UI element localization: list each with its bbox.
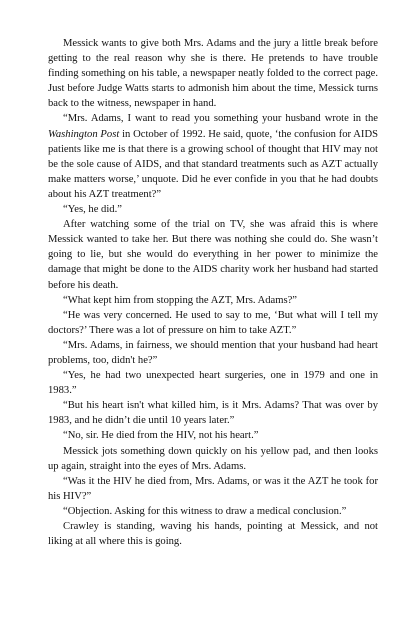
paragraph: “But his heart isn't what killed him, is it Mrs. Adams? That was over by 1983, and he didn’t die until 10 years later.” <box>48 400 378 427</box>
paragraph <box>48 111 378 202</box>
paragraph: “Was it the HIV he died from, Mrs. Adams, or was it the AZT he took for his HIV?” <box>48 475 378 502</box>
paragraph: Crawley is standing, waving his hands, pointing at Messick, and not liking at all where this is going. <box>48 521 378 548</box>
paragraph: Messick jots something down quickly on his yellow pad, and then looks up again, straight into the eyes of Mrs. Adams. <box>48 445 378 472</box>
paragraph: “Objection. Asking for this witness to draw a medical conclusion.” <box>63 505 347 517</box>
paragraph-text: “Mrs. Adams, I want to read you something your husband wrote in the <box>63 113 378 125</box>
page-text-body <box>48 36 378 549</box>
paragraph: “What kept him from stopping the AZT, Mrs. Adams?” <box>63 294 297 306</box>
paragraph: Messick wants to give both Mrs. Adams and the jury a little break before getting to the real reason why she is there. He pretends to have trouble finding something on his table, a newspaper neatly folded to the correct page. Just before Judge Watts starts to admonish him about the time, Messick turns back to the witness, newspaper in hand. <box>48 38 378 110</box>
paragraph: After watching some of the trial on TV, she was afraid this is where Messick wanted to take her. But there was nothing she could do. She wasn’t going to lie, but she would do everything in her power to minimize the damage that might be done to the AIDS charity work her husband had started before his death. <box>48 219 378 291</box>
paragraph: “No, sir. He died from the HIV, not his heart.” <box>63 430 259 442</box>
paragraph: “He was very concerned. He used to say to me, ‘But what will I tell my doctors?’ There was a lot of pressure on him to take AZT.” <box>48 309 378 336</box>
paragraph: “Mrs. Adams, in fairness, we should mention that your husband had heart problems, too, didn't he?” <box>48 339 378 366</box>
paragraph: “Yes, he did.” <box>63 204 122 216</box>
paragraph: “Yes, he had two unexpected heart surgeries, one in 1979 and one in 1983.” <box>48 370 378 397</box>
paragraph-text: in October of 1992. He said, quote, ‘the confusion for AIDS patients like me is that there is a growing school of thought that HIV may not be the sole cause of AIDS, and that standard treatments such as AZT actually make matters worse,’ unquote. Did he ever confide in you that he had doubts about his AZT treatment?” <box>48 128 378 200</box>
publication-title: Washington Post <box>48 128 120 140</box>
